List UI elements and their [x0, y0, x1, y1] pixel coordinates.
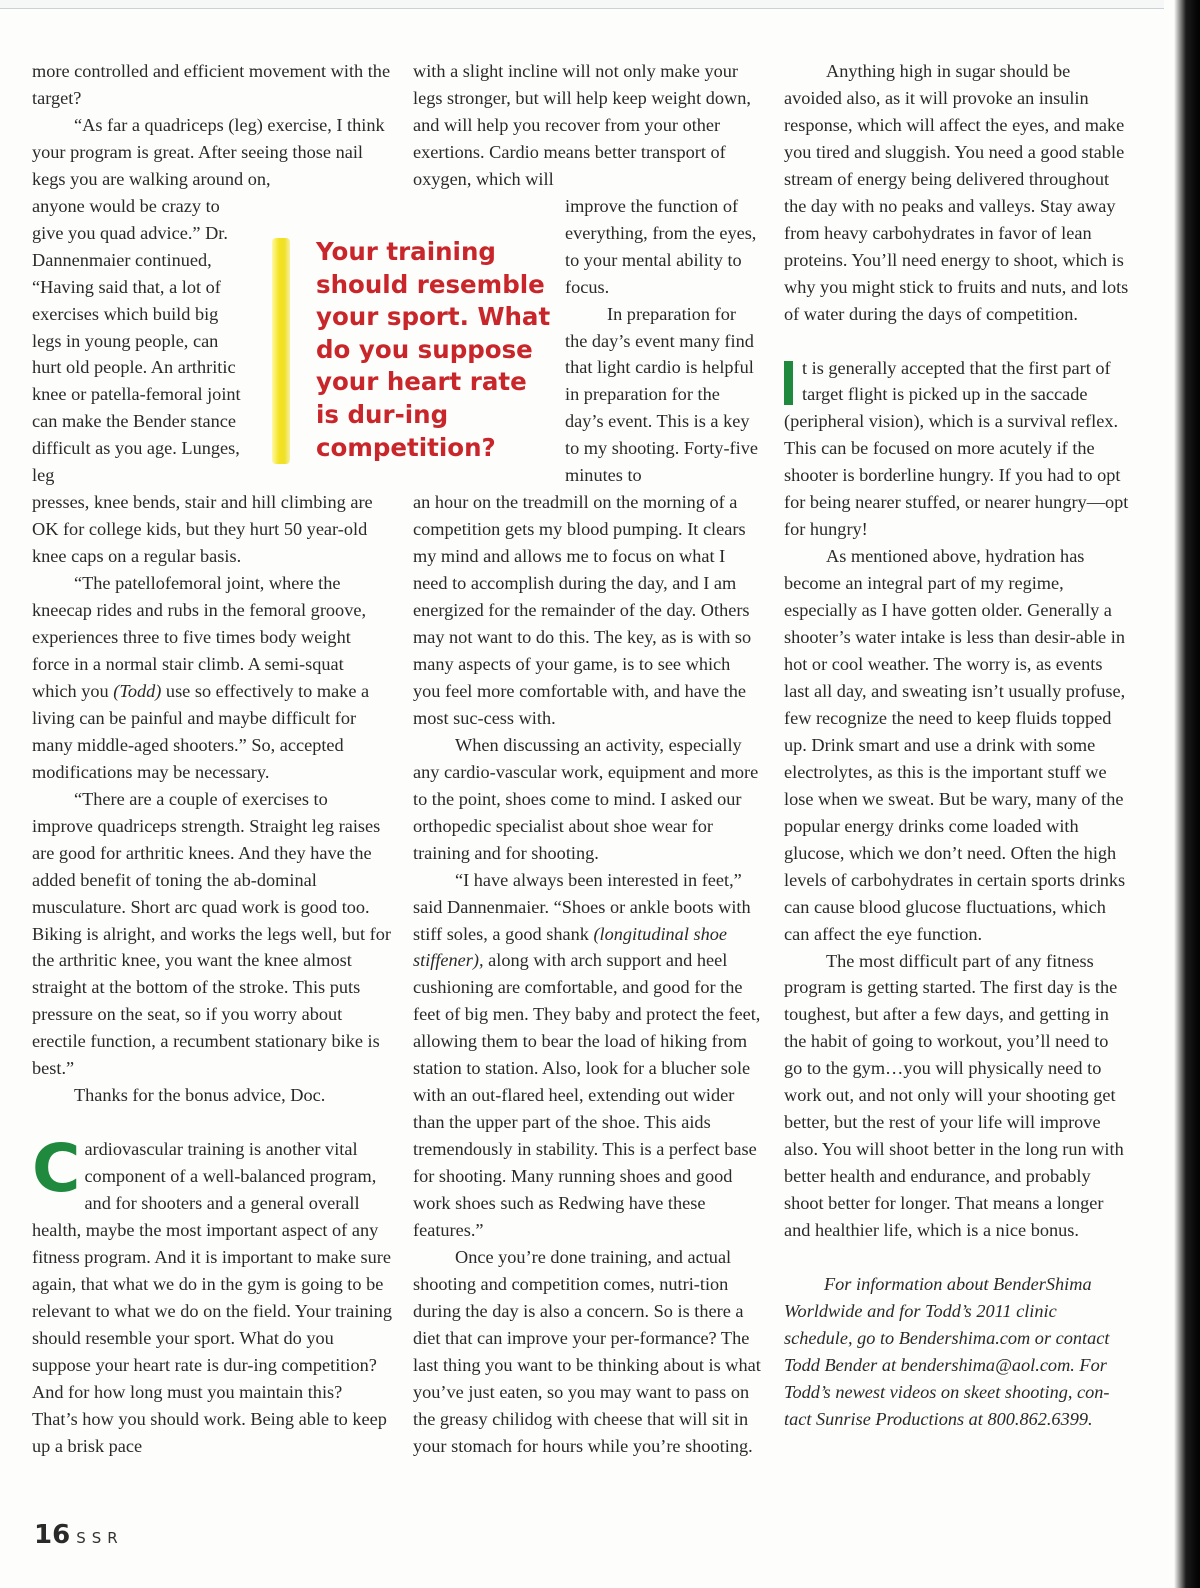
col3-paragraph-1: Anything high in sugar should be avoided also, as it will provoke an insulin response, which will affect the eyes, and make you tired and sluggish. You need a good stable stream of energy being delivered throughout the day with no peaks and valleys. Stay away from heavy carbohydrates in favor of lean proteins. You’ll need energy to shoot, which is why you might stick to fruits and nuts, and lots of water during the days of competition.	[784, 61, 1129, 324]
col1-wrapped-block	[32, 193, 247, 489]
page-number: 16	[34, 1520, 71, 1550]
col2-wrapped-block	[565, 193, 761, 489]
col1-paragraph-3	[32, 570, 392, 786]
page-footer	[34, 1520, 124, 1550]
magazine-name: SSR	[76, 1529, 124, 1547]
column-2	[413, 58, 761, 1460]
author-credit: For information about BenderShima Worldwide and for Todd’s 2011 clinic schedule, go to Bendershima.com or contact Todd Bender at bendershima@aol.com. For Todd’s newest videos on skeet shooting, con-tact Sunrise Productions at 800.862.6399.	[784, 1273, 1110, 1429]
col3-paragraph-4: The most difficult part of any fitness program is getting started. The first day is the toughest, but after a few days, and getting in the habit of going to workout, you’ll need to go to the gym…you will physically need to work out, and not only will your shooting get better, but the rest of your life will improve also. You will shoot better in the long run with better health and endurance, and probably shoot better for longer. That means a longer and healthier life, which is a nice bonus.	[784, 950, 1124, 1241]
col2-paragraph-4a: “I have always been interested in feet,” said Dannenmaier. “Shoes or ankle boots with stiff soles, a good shank	[413, 869, 751, 944]
col1-paragraph-1: more controlled and efficient movement with the target?	[32, 61, 391, 108]
col2-paragraph-4	[413, 867, 761, 1244]
col1-paragraph-3a: “The patellofemoral joint, where the kneecap rides and rubs in the femoral groove, experiences three to five times body weight force in a normal stair climb. A semi-squat which you	[32, 573, 367, 701]
col3-paragraph-3: As mentioned above, hydration has become an integral part of my regime, especially as I have gotten older. Generally a shooter’s water intake is less than desir-able in hot or cool weather. The worry is, as events last all day, and sweating isn’t usually profuse, few recognize the need to keep fluids topped up. Drink smart and use a drink with some electrolytes, as this is the important stuff we lose when we sweat. But be wary, many of the popular energy drinks come loaded with glucose, which we don’t need. Often the high levels of carbohydrates in certain sports drinks can cause blood glucose fluctuations, which can affect the eye function.	[784, 546, 1126, 944]
col2-paragraph-1a: with a slight incline will not only make your legs stronger, but will help keep weight down, and will help you recover from your other exertions. Cardio means better transport of oxygen, which will	[413, 61, 751, 189]
col2-paragraph-4b: along with arch support and heel cushioning are comfortable, and good for the feet of big men. They baby and protect the feet, allowing them to bear the load of hiking from station to station. Also, look for a blucher sole with an out-flared heel, extending out wider than the upper part of the shoe. This aids tremendously in stability. This is a perfect base for shooting. Many running shoes and good work shoes such as Redwing have these features.”	[413, 950, 761, 1240]
col2-paragraph-5: Once you’re done training, and actual shooting and competition comes, nutri-tion during the day is also a concern. So is there a diet that can improve your per-formance? The last thing you want to be thinking about is what you’ve just eaten, so you may want to pass on the greasy chilidog with cheese that will sit in your stomach for hours while you’re shooting.	[413, 1246, 761, 1456]
col3-paragraph-2-text: t is generally accepted that the first part of target flight is picked up in the saccade (peripheral vision), which is a survival reflex. This can be focused on more acutely if the shooter is borderline hungry. If you had to opt for being nearer stuffed, or nearer hungry—opt for hungry!	[784, 357, 1129, 540]
spacer	[784, 328, 1129, 355]
col1-paragraph-3-italic: (Todd)	[113, 680, 162, 701]
top-edge	[0, 0, 1190, 9]
drop-cap-i-bar	[784, 361, 793, 405]
col2-paragraph-3: When discussing an activity, especially any cardio-vascular work, equipment and more to the point, shoes come to mind. I asked our orthopedic specialist about shoe wear for training and for shooting.	[413, 734, 759, 863]
col3-paragraph-2	[784, 355, 1129, 544]
col1-paragraph-6	[32, 1130, 392, 1459]
col1-paragraph-5: Thanks for the bonus advice, Doc.	[74, 1085, 326, 1106]
scan-edge-shadow	[1164, 0, 1200, 1588]
spacer	[32, 1109, 392, 1136]
col1-paragraph-2a: “As far a quadriceps (leg) exercise, I think your program is great. After seeing those nail kegs you are walking around on,	[32, 114, 385, 189]
drop-cap-c: C	[32, 1130, 81, 1208]
col1-paragraph-6-text: ardiovascular training is another vital component of a well-balanced program, and for shooters and a general overall health, maybe the most important aspect of any fitness program. And it is important to make sure again, that what we do in the gym is going to be relevant to what we do on the field. Your training should resemble your sport. What do you suppose your heart rate is dur-ing competition? And for how long must you maintain this? That’s how you should work. Being able to keep up a brisk pace	[32, 1139, 392, 1456]
col1-paragraph-2b: anyone would be crazy to give you quad advice.” Dr. Dannenmaier continued, “Having said that, a lot of exercises which build big legs in young people, can hurt old people. An arthritic knee or patella-femoral joint can make the Bender stance difficult as you age. Lunges, leg	[32, 195, 241, 486]
col1-paragraph-4: “There are a couple of exercises to improve quadriceps strength. Straight leg raises are good for arthritic knees. And they have the added benefit of toning the ab-dominal musculature. Short arc quad work is good too. Biking is alright, and works the legs well, but for the arthritic knee, you want the knee almost straight at the bottom of the stroke. This puts pressure on the seat, so if you worry about erectile function, a recumbent stationary bike is best.”	[32, 788, 391, 1079]
col2-paragraph-1b: improve the function of everything, from the eyes, to your mental ability to focus.	[565, 195, 757, 297]
pullquote-highlight-bar	[272, 238, 290, 464]
pullquote: Your training should resemble your sport. What do you suppose your heart rate is dur-ing competition?	[316, 237, 551, 462]
col2-paragraph-4-italic: (longitudinal shoe stiffener),	[413, 923, 727, 971]
col2-paragraph-2a: In preparation for the day’s event many find that light cardio is helpful in preparation for the day’s event. This is a key to my shooting. Forty-five minutes to	[565, 303, 758, 486]
col1-paragraph-2c: presses, knee bends, stair and hill climbing are OK for college kids, but they hurt 50 year-old knee caps on a regular basis.	[32, 492, 373, 567]
col2-paragraph-2b: an hour on the treadmill on the morning of a competition gets my blood pumping. It clears my mind and allows me to focus on what I need to accomplish during the day, and I am energized for the remainder of the day. Others may not want to do this. The key, as is with so many aspects of your game, is to see which you feel more comfortable with, and have the most suc-cess with.	[413, 492, 752, 728]
column-3	[784, 58, 1129, 1433]
col1-paragraph-3b: use so effectively to make a living can be painful and maybe difficult for many middle-aged shooters.” So, accepted modifications may be necessary.	[32, 680, 370, 782]
spacer	[784, 1244, 1129, 1271]
